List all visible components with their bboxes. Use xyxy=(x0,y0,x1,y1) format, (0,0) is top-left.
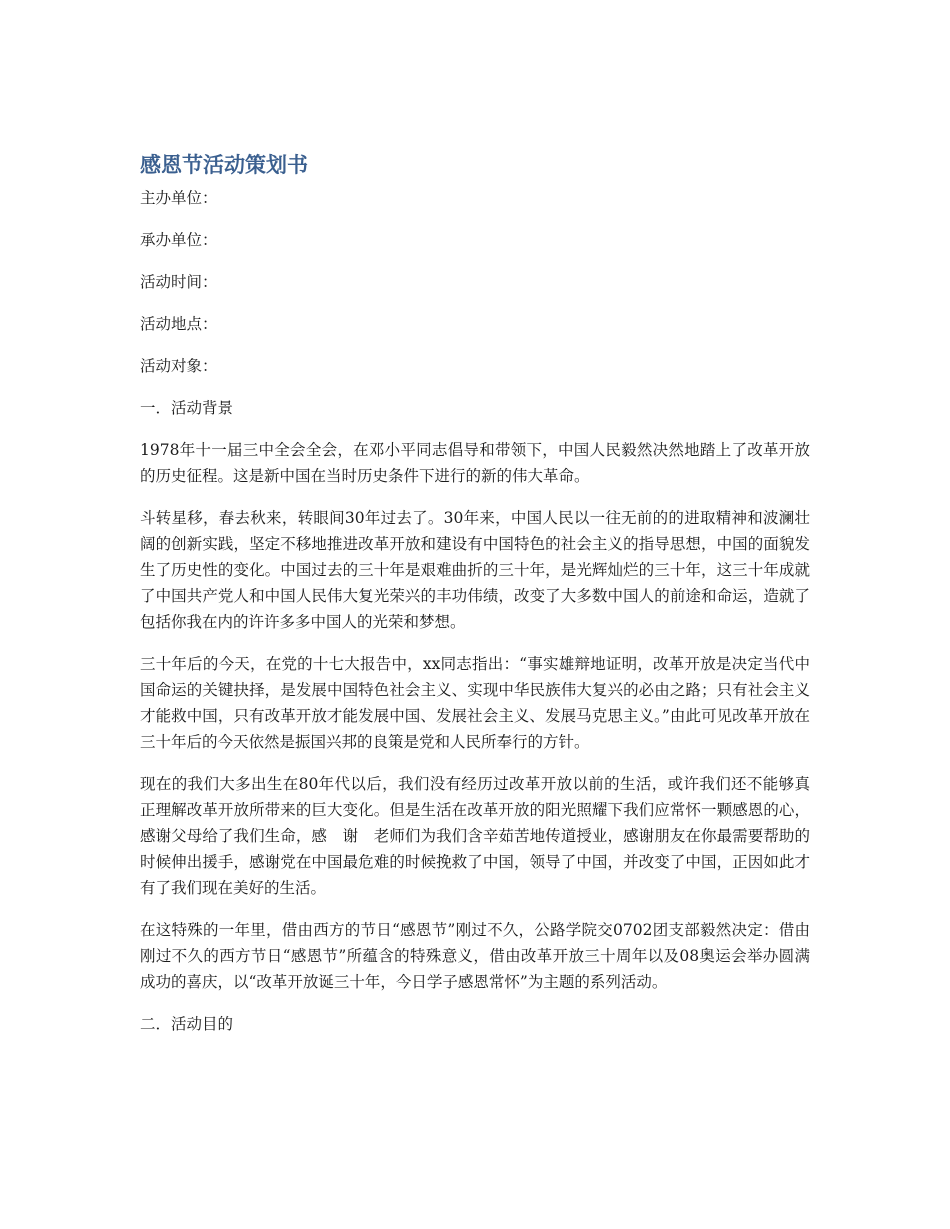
paragraph: 在这特殊的一年里，借由西方的节日“感恩节”刚过不久，公路学院交0702团支部毅然决定：借由刚过不久的西方节日“感恩节”所蕴含的特殊意义，借由改革开放三十周年以及08奥运会举办圆满成功的喜庆，以“改革开放诞三十年，今日学子感恩常怀”为主题的系列活动。 xyxy=(140,921,810,991)
paragraph: 三十年后的今天，在党的十七大报告中，xx同志指出：“事实雄辩地证明，改革开放是决定当代中国命运的关键抉择，是发展中国特色社会主义、实现中华民族伟大复兴的必由之路；只有社会主义才能救中国，只有改革开放才能发展中国、发展社会主义、发展马克思主义。”由此可见改革开放在三十年后的今天依然是振国兴邦的良策是党和人民所奉行的方针。 xyxy=(140,655,810,751)
document-title: 感恩节活动策划书 xyxy=(140,153,308,177)
paragraph: 1978年十一届三中全会全会，在邓小平同志倡导和带领下，中国人民毅然决然地踏上了改革开放的历史征程。这是新中国在当时历史条件下进行的新的伟大革命。 xyxy=(140,441,810,485)
paragraph: 斗转星移，春去秋来，转眼间30年过去了。30年来，中国人民以一往无前的的进取精神和波澜壮阔的创新实践，坚定不移地推进改革开放和建设有中国特色的社会主义的指导思想，中国的面貌发生了历史性的变化。中国过去的三十年是艰难曲折的三十年，是光辉灿烂的三十年，这三十年成就了中国共产党人和中国人民伟大复光荣兴的丰功伟绩，改变了大多数中国人的前途和命运，造就了包括你我在内的许许多多中国人的光荣和梦想。 xyxy=(140,509,810,631)
section-heading-purpose: 二．活动目的 xyxy=(140,1015,234,1033)
field-undertaker: 承办单位： xyxy=(140,231,218,249)
document-page xyxy=(140,150,810,1053)
section-heading-background: 一．活动背景 xyxy=(140,399,234,417)
field-time: 活动时间： xyxy=(140,273,218,291)
paragraph: 现在的我们大多出生在80年代以后，我们没有经历过改革开放以前的生活，或许我们还不能够真正理解改革开放所带来的巨大变化。但是生活在改革开放的阳光照耀下我们应常怀一颗感恩的心，感谢父母给了我们生命，感 谢 老师们为我们含辛茹苦地传道授业，感谢朋友在你最需要帮助的时候伸出援手，感谢党在中国最危难的时候挽救了中国，领导了中国，并改变了中国，正因如此才有了我们现在美好的生活。 xyxy=(140,775,810,897)
field-location: 活动地点： xyxy=(140,315,218,333)
field-organizer: 主办单位： xyxy=(140,189,218,207)
field-audience: 活动对象： xyxy=(140,357,218,375)
